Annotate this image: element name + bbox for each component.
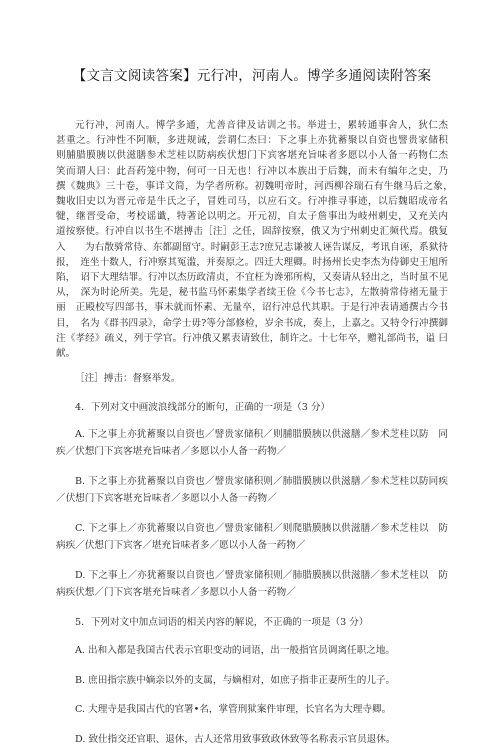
question-5-stem: 5．下列对文中加点词语的相关内容的解说，不正确的一项是（3 分） [75, 617, 369, 629]
question-5-option-a: A. 出和入都是我国古代表示官职变动的词语，出一般指官员调离任职之地。 [75, 645, 396, 657]
question-5-option-d: D. 致仕指交还官职、退休，古人还常用致事致政休致等名称表示官员退休。 [75, 733, 396, 745]
question-5-option-c: C. 大理寺是我国古代的官署•名，掌管刑狱案件审理，长官名为大理寺卿。 [75, 704, 392, 716]
question-5-option-b: B. 庶田指宗族中嫡亲以外的支属，与嫡相对，如庶子指非正妻所生的儿子。 [75, 674, 396, 686]
passage-text: 元行冲，河南人。博学多通，尤善音律及诂训之书。举进士，累转通事舍人，狄仁杰 甚重之。行冲性不阿顺，多进规诫，尝谓仁杰曰：下之事上亦犹蓄聚以自资也譬贵家储积 则脯腊膜胰以供滋膳参术芝桂以防病疾伏想门下宾客堪充旨味者多愿以小人备一药物仁杰 笑而谓人曰：此吾药笼中物，何可一日无也！行冲以本族出于后魏，而未有编年之史，乃 撰《魏典》三十卷，事详文简，为学者所称。初魏明帝时，河西柳谷瑞石有牛继马后之象， 魏收旧史以为晋元帝是牛氏之子，冒姓司马，以应石文。行冲推寻事迹，以后魏昭成帝名 犍，继晋受命，考校谣谶，特著论以明之。开元初，自太子詹事出为岐州刺史，又充关内 道按察使。行冲自以书生不堪搏击［注］之任，固辞按察，俄又为宁州刺史汇频代焉。俄复入 为右散骑常侍、东都副留守。时嗣彭王志?庶兄志谦被人诬告谋反，考讯自诬，系狱待报， 连坐十数人，行冲察其冤滥，并奏原之。四迁大理卿。时扬州长史李杰为侍御史王旭所陷， 诏下大理结罪。行冲以杰历政清贞，不宜枉为谗邪所构，又奏请从轻出之，当时虽不见从， 深为时论所美。先是，秘书监马怀素集学者续王俭《今书七志》，左散骑常侍褚无量于丽 正殿校写四部书，事未就而怀素、无量卒，诏行冲总代其职。于是行冲表请通撰古今书目， 名为《群书四录》，命学士毋?等分部修检，岁余书成，奏上，上嘉之。又特令行冲撰御 注《孝经》疏义，列于学官。行冲俄又累表请致仕，制许之。十七年卒，赠礼部尚书，谥 曰献。 [56, 120, 468, 360]
document-title: 【文言文阅读答案】元行冲，河南人。博学多通阅读附答案 [72, 68, 432, 84]
question-4-option-a: A. 下之事上亦犹蓄聚以自资也／譬贵家储积／则脯腊膜胰以供滋膳／参术芝桂以防 同疾／伏想门下宾客堪充旨味者／多愿以小人备一药物／ [56, 429, 448, 457]
question-4-option-c: C. 下之事上／亦犹蓄聚以自资也／譬贵家储积／则爬腊膜胰以供滋膳／参术芝桂以 防病疾／伏想门下宾客／堪充旨味者多／愿以小人备一药物／ [56, 523, 448, 551]
question-4-stem: 4．下列对文中画波浪线部分的断句，正确的一项是（3 分） [75, 402, 331, 414]
question-4-option-b: B. 下之事上亦犹蓄聚以自资也／譬贵家储积则／肺腊膜胰以供滋膳／参术芝桂以防同疾／伏想门下宾客堪充旨味者／多愿以小人备一药物／ [56, 476, 448, 504]
question-4-option-d: D. 下之事上／亦犹蓄聚以自资也／譬贵家储积则／肺腊膜胰以供滋膳／参术芝桂以 防病疾伏想／门下宾客堪充旨味者／多愿以小人备一药物／ [56, 570, 448, 598]
annotation-note: ［注］搏击：督察举发。 [75, 373, 181, 385]
